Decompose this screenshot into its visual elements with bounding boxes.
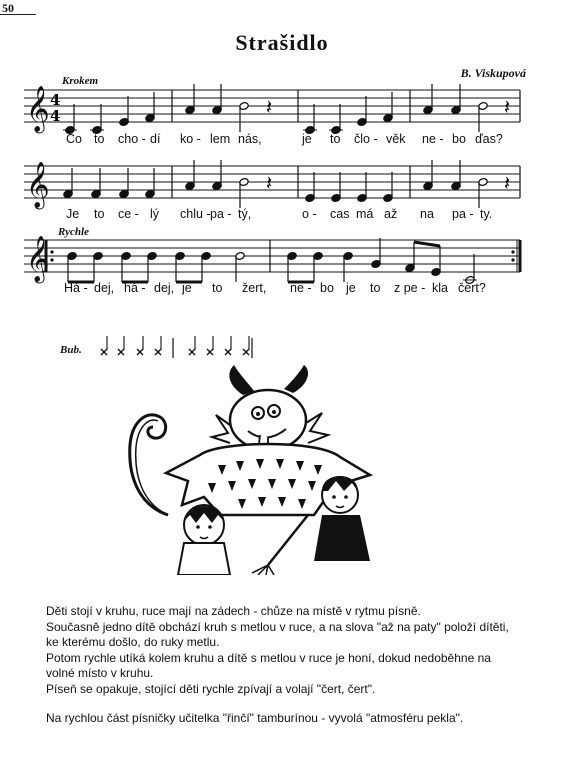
song-title: Strašidlo	[235, 30, 329, 55]
lyric-syllable: o -	[302, 207, 317, 221]
treble-clef-icon: 𝄞	[26, 236, 50, 282]
lyric-syllable: to	[94, 207, 105, 221]
repeat-dot	[511, 250, 514, 253]
time-signature-bottom: 4	[50, 107, 61, 125]
lyric-syllable: žert,	[242, 281, 267, 295]
lyric-syllable: ďas?	[475, 132, 503, 146]
song-author: B. Viskupová	[460, 66, 526, 80]
lyric-syllable: má	[356, 207, 374, 221]
lyric-syllable: až	[384, 207, 398, 221]
quarter-rest-icon: 𝄽	[266, 171, 273, 195]
lyric-syllable: je	[302, 132, 312, 146]
repeat-dot	[50, 258, 53, 261]
lyric-syllable: nás,	[238, 132, 262, 146]
instruction-line: Současně jedno dítě obchází kruh s metlou v ruce, a na slova "až na paty" položí dítěti,	[46, 619, 509, 634]
treble-clef-icon: 𝄞	[26, 86, 50, 132]
lyric-syllable: bo	[452, 132, 466, 146]
lyric-syllable: to	[370, 281, 381, 295]
percussion-label: Bub.	[60, 344, 82, 356]
lyric-syllable: čert?	[458, 281, 486, 295]
instruction-line: Potom rychle utíká kolem kruhu a dítě s metlou v ruce je honí, dokud nedoběhne na	[46, 650, 491, 665]
lyric-syllable: ty.	[480, 207, 493, 221]
lyric-syllable: ko -	[180, 132, 201, 146]
instruction-line: ke kterému došlo, do ruky metlu.	[46, 635, 220, 650]
instruction-line: Píseň se opakuje, stojící děti rychle zpívají a volají "čert, čert".	[46, 681, 376, 696]
lyric-syllable: ne -	[290, 281, 312, 295]
lyric-syllable: na	[420, 207, 434, 221]
lyric-syllable: Je	[66, 207, 80, 221]
lyric-syllable: je	[346, 281, 356, 295]
quarter-rest-icon: 𝄽	[504, 171, 511, 195]
lyric-syllable: tý,	[238, 207, 252, 221]
quarter-rest-icon: 𝄽	[266, 95, 273, 119]
lyric-syllable: kla	[432, 281, 448, 295]
repeat-dot	[50, 250, 53, 253]
instruction-line: volné místo v kruhu.	[46, 666, 154, 681]
lyric-syllable: ne -	[422, 132, 444, 146]
lyric-syllable: lem	[210, 132, 231, 146]
quarter-rest-icon: 𝄽	[504, 95, 511, 119]
lyric-syllable: chlu -	[180, 207, 211, 221]
lyric-syllable: cho -	[118, 132, 146, 146]
lyric-syllable: há -	[124, 281, 146, 295]
devil-and-children-illustration	[108, 365, 398, 575]
lyric-syllable: cas	[330, 207, 350, 221]
teacher-note: Na rychlou část písničky učitelka "řinčí" tamburínou - vyvolá "atmosféru pekla".	[46, 710, 464, 725]
lyric-syllable: Há -	[64, 281, 88, 295]
lyric-syllable: člo -	[354, 132, 378, 146]
repeat-dot	[511, 258, 514, 261]
lyric-syllable: dí	[150, 132, 161, 146]
lyric-syllable: Co	[66, 132, 82, 146]
lyric-syllable: lý	[150, 207, 160, 221]
instructions-text	[46, 604, 536, 726]
lyric-syllable: z pe -	[394, 281, 426, 295]
lyric-syllable: ce -	[118, 207, 139, 221]
lyric-syllable: je	[182, 281, 192, 295]
lyric-syllable: věk	[386, 132, 406, 146]
lyric-syllable: to	[94, 132, 105, 146]
time-signature-top: 4	[50, 91, 61, 109]
note-beam	[414, 242, 440, 246]
lyric-syllable: pa -	[210, 207, 232, 221]
lyric-syllable: dej,	[94, 281, 115, 295]
lyric-syllable: dej,	[154, 281, 175, 295]
lyric-syllable: pa -	[452, 207, 474, 221]
lyric-syllable: to	[330, 132, 341, 146]
tempo-marking-krokem: Krokem	[62, 75, 99, 87]
instruction-line: Děti stojí v kruhu, ruce mají na zádech - chůze na místě v rytmu písně.	[46, 604, 421, 618]
percussion-rhythm	[101, 336, 252, 358]
lyric-syllable: bo	[320, 281, 334, 295]
page-number: 50	[2, 1, 14, 15]
tempo-marking-rychle: Rychle	[58, 226, 89, 238]
lyric-syllable: to	[212, 281, 223, 295]
treble-clef-icon: 𝄞	[26, 162, 50, 208]
